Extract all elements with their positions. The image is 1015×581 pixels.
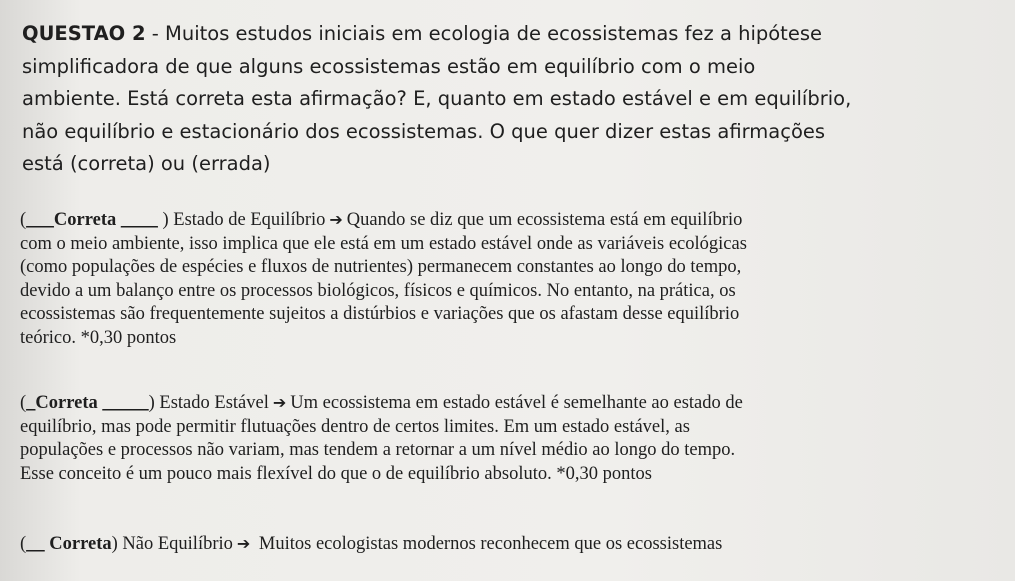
option-nao-equilibrio — [20, 532, 1005, 557]
option-1-blank-after: ____ — [120, 210, 158, 230]
question-line-2: simplificadora de que alguns ecossistemas estão em equilíbrio com o meio — [22, 54, 756, 78]
option-1-term: Estado de Equilíbrio — [173, 210, 326, 230]
option-2-blank-before: _ — [26, 393, 36, 413]
question-line-5: está (correta) ou (errada) — [22, 152, 271, 175]
arrow-icon: ➔ — [272, 393, 287, 412]
option-1-line: ecossistemas são frequentemente sujeitos a distúrbios e variações que os afastam desse equilíbrio — [20, 304, 740, 324]
question-block — [22, 18, 997, 181]
option-3-close-paren: ) — [111, 534, 118, 554]
option-1-blank-before: ___ — [26, 210, 54, 230]
option-estado-de-equilibrio — [20, 208, 1005, 350]
arrow-icon: ➔ — [329, 210, 343, 229]
option-1-first-line — [20, 208, 1005, 233]
option-2-text-start: Um ecossistema em estado estável é semelhante ao estado de — [290, 393, 743, 413]
option-1-answer[interactable]: Correta — [53, 210, 117, 230]
option-2-open-paren: ( — [20, 393, 27, 413]
option-2-line: equilíbrio, mas pode permitir flutuações dentro de certos limites. Em um estado estável, as — [20, 416, 690, 437]
option-2-blank-after: _____ — [102, 393, 149, 413]
option-estado-estavel — [20, 391, 1005, 486]
option-1-line: devido a um balanço entre os processos biológicos, físicos e químicos. No entanto, na prática, os — [20, 280, 736, 301]
option-1-line: teórico. *0,30 pontos — [20, 327, 177, 348]
option-1-line: com o meio ambiente, isso implica que ele está em um estado estável onde as variáveis ecológicas — [20, 233, 747, 254]
option-1-text-start: Quando se diz que um ecossistema está em equilíbrio — [346, 210, 743, 230]
option-2-first-line — [20, 391, 1005, 416]
option-2-term: Estado Estável — [159, 393, 269, 413]
option-1-open-paren: ( — [20, 210, 27, 230]
option-2-close-paren: ) — [148, 393, 155, 413]
option-3-first-line — [20, 532, 1005, 557]
option-3-text-start: Muitos ecologistas modernos reconhecem que os ecossistemas — [258, 534, 723, 554]
question-line-3: ambiente. Está correta esta afirmação? E, quanto em estado estável e em equilíbrio, — [22, 87, 852, 110]
option-2-line: Esse conceito é um pouco mais flexível do que o de equilíbrio absoluto. *0,30 pontos — [20, 463, 652, 484]
arrow-icon: ➔ — [236, 534, 251, 553]
question-line-4: não equilíbrio e estacionário dos ecossistemas. O que quer dizer estas afirmações — [22, 119, 826, 143]
question-line-1: QUESTAO 2 - Muitos estudos iniciais em ecologia de ecossistemas fez a hipótese — [22, 22, 822, 45]
option-2-answer[interactable]: Correta — [35, 393, 98, 413]
question-title: QUESTAO 2 — [22, 22, 146, 45]
option-3-answer[interactable]: Correta — [49, 534, 112, 554]
option-3-term: Não Equilíbrio — [122, 534, 233, 554]
option-2-line: populações e processos não variam, mas tendem a retornar a um nível médio ao longo do tempo. — [20, 440, 736, 460]
option-3-open-paren: ( — [20, 534, 27, 554]
option-1-line: (como populações de espécies e fluxos de nutrientes) permanecem constantes ao longo do tempo, — [20, 257, 742, 277]
option-1-close-paren: ) — [162, 210, 169, 230]
option-3-blank-before: __ — [26, 534, 45, 554]
